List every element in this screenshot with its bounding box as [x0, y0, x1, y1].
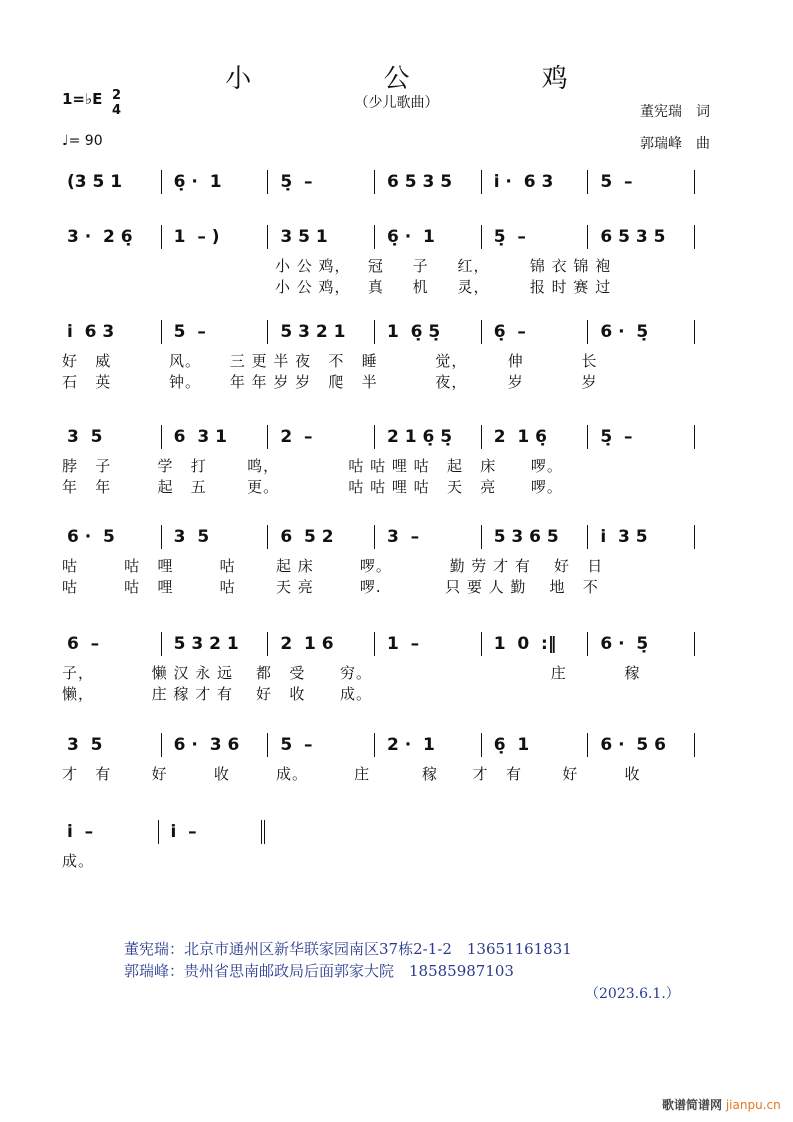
measure: i̇ –	[55, 820, 159, 844]
watermark-en: jianpu.cn	[725, 1098, 781, 1112]
lyric-line: 小 公 鸡， 真 机 灵， 报 时 赛 过	[275, 278, 612, 296]
measure: 6̣ 1	[482, 733, 589, 757]
measure: 6 3 1	[162, 425, 269, 449]
score-system	[55, 525, 695, 549]
score-system	[55, 632, 695, 656]
measure: 5̣ –	[482, 225, 589, 249]
measure: 2 1 6	[268, 632, 375, 656]
measure: 6 · 5 6	[588, 733, 695, 757]
measure: 1 0 :‖	[482, 632, 589, 656]
footer-date: （2023.6.1.）	[585, 986, 680, 1002]
lyric-line: 石 英 钟。 年 年 岁 岁 爬 半 夜， 岁 岁	[62, 373, 598, 391]
measure: 6 5 3 5	[375, 170, 482, 194]
measure: 3 5 1	[268, 225, 375, 249]
footer-contact-composer: 郭瑞峰：贵州省思南邮政局后面郭家大院 18585987103	[124, 962, 514, 980]
measure: 6̣ –	[482, 320, 589, 344]
lyric-line: 咕 咕 哩 咕 起 床 啰。 勤 劳 才 有 好 日	[62, 557, 604, 575]
lyric-line: 成。	[62, 852, 95, 870]
measure: 3 5	[55, 425, 162, 449]
time-signature	[112, 88, 121, 118]
score-system	[55, 320, 695, 344]
measure: 5 3 2 1	[162, 632, 269, 656]
measure: 6̣ · 1	[375, 225, 482, 249]
measure: 2 1 6̣	[482, 425, 589, 449]
watermark-cn: 歌谱简谱网	[662, 1098, 723, 1112]
score-system	[55, 733, 695, 757]
footer-contact-lyricist: 董宪瑞：北京市通州区新华联家园南区37栋2-1-2 13651161831	[124, 940, 572, 958]
watermark	[662, 1096, 781, 1113]
lyric-line: 小 公 鸡， 冠 子 红， 锦 衣 锦 袍	[275, 257, 612, 275]
measure: 6 · 3 6	[162, 733, 269, 757]
lyric-line: 才 有 好 收 成。 庄 稼 才 有 好 收	[62, 765, 641, 783]
measure: 2 1 6̣ 5̣	[375, 425, 482, 449]
measure: 2 · 1	[375, 733, 482, 757]
score-system	[55, 820, 265, 844]
measure: i̇ · 6 3	[482, 170, 589, 194]
measure: 3 –	[375, 525, 482, 549]
measure: 5 –	[268, 733, 375, 757]
measure: 3 5	[162, 525, 269, 549]
lyric-line: 好 威 风。 三 更 半 夜 不 睡 觉， 伸 长	[62, 352, 598, 370]
measure: 5̣ –	[588, 425, 695, 449]
measure: 6 · 5	[55, 525, 162, 549]
measure: i̇ 6 3	[55, 320, 162, 344]
measure: 6 5 3 5	[588, 225, 695, 249]
measure: 1 – )	[162, 225, 269, 249]
tempo-marking: ♩= 90	[62, 133, 103, 149]
lyric-line: 子， 懒 汉 永 远 都 受 穷。 庄 稼	[62, 664, 641, 682]
measure: i̇ 3 5	[588, 525, 695, 549]
measure: 3 · 2 6̣	[55, 225, 162, 249]
lyric-line: 懒， 庄 稼 才 有 好 收 成。	[62, 685, 372, 703]
measure: 6 –	[55, 632, 162, 656]
measure: 2 –	[268, 425, 375, 449]
score-system	[55, 170, 695, 194]
lyric-line: 脖 子 学 打 鸣， 咕 咕 哩 咕 起 床 啰。	[62, 457, 563, 475]
score-system	[55, 425, 695, 449]
measure: 6 5 2	[268, 525, 375, 549]
measure: 5̣ –	[268, 170, 375, 194]
song-title: 小 公 鸡	[225, 64, 630, 94]
composer-credit: 郭瑞峰 曲	[640, 136, 710, 152]
lyric-line: 年 年 起 五 更。 咕 咕 哩 咕 天 亮 啰。	[62, 478, 563, 496]
time-bottom: 4	[112, 103, 122, 118]
time-top: 2	[112, 88, 122, 103]
measure: i̇ –	[159, 820, 266, 844]
measure: 5 3 2 1	[268, 320, 375, 344]
measure: (3 5 1	[55, 170, 162, 194]
lyricist-credit: 董宪瑞 词	[640, 104, 710, 120]
key-signature: 1=♭E	[62, 90, 103, 108]
measure: 6 · 5̣	[588, 320, 695, 344]
measure: 6̣ · 1	[162, 170, 269, 194]
measure: 1 –	[375, 632, 482, 656]
measure: 5 –	[588, 170, 695, 194]
score-system	[55, 225, 695, 249]
measure: 1 6̣ 5̣	[375, 320, 482, 344]
song-subtitle: （少儿歌曲）	[354, 95, 439, 111]
measure: 5 3 6 5	[482, 525, 589, 549]
measure: 3 5	[55, 733, 162, 757]
measure: 5 –	[162, 320, 269, 344]
lyric-line: 咕 咕 哩 咕 天 亮 啰. 只 要 人 勤 地 不	[62, 578, 599, 596]
measure: 6 · 5̣	[588, 632, 695, 656]
